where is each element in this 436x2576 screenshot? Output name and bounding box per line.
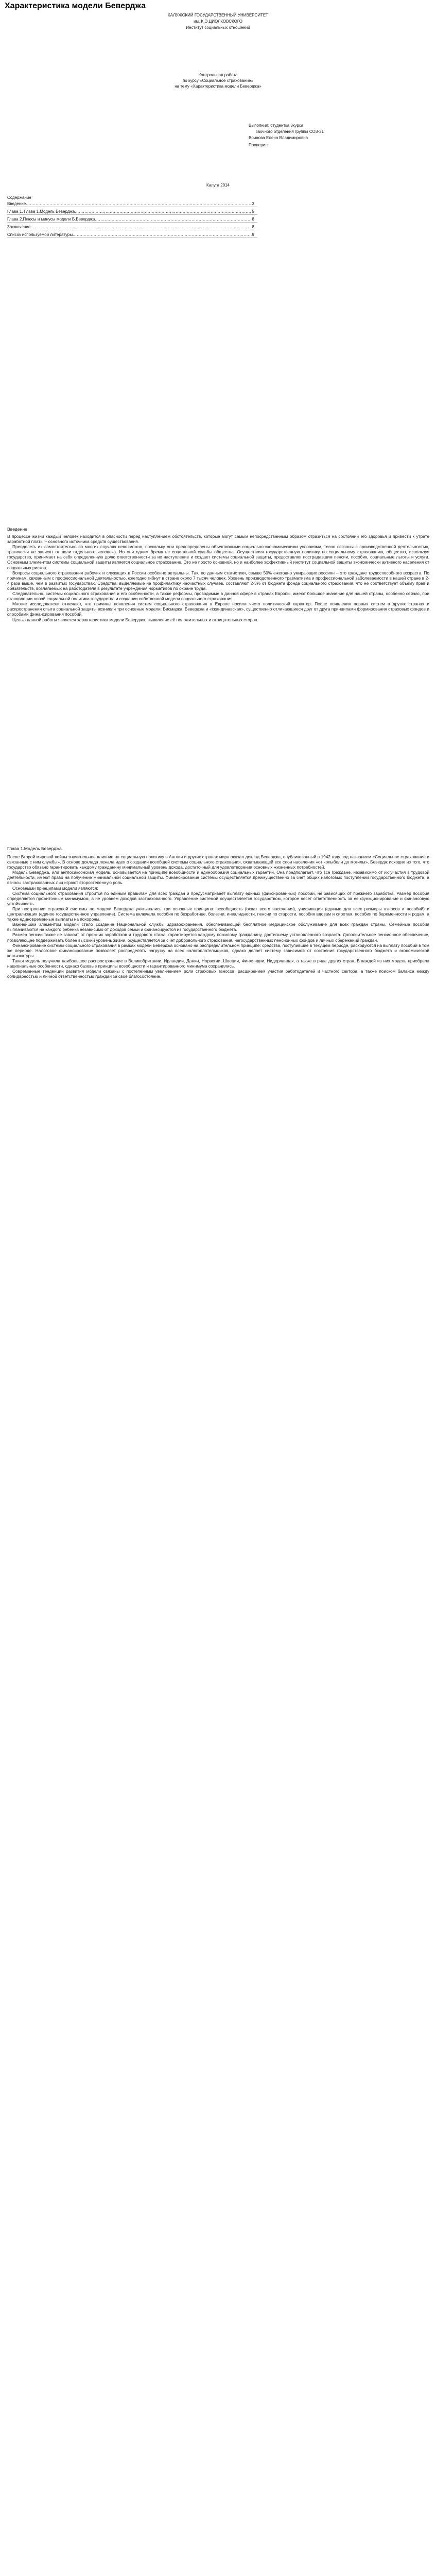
university-name: КАЛУЖСКИЙ ГОСУДАРСТВЕННЫЙ УНИВЕРСИТЕТ bbox=[167, 13, 269, 18]
toc-item[interactable] bbox=[7, 209, 254, 214]
toc-item[interactable] bbox=[7, 232, 254, 238]
paragraph: Многие исследователи отмечают, что причины появления систем социального страхования в Европе носили чисто политический характер. После появления первых систем в других странах и распространения опыта социальной защиты возникли три основные модели: Бисмарка, Беверджа и «скандинавская», существенно отличающиеся друг от друга принципами формирования страховых фондов и способами финансирования пособий. bbox=[7, 601, 429, 617]
institute-name: Институт социальных отношений bbox=[186, 25, 250, 30]
paragraph: Размер пенсии также не зависит от прежних заработков и трудового стажа, гарантируется каждому пожилому гражданину, достигшему установленного возраста. Дополнительное пенсионное обеспечение, позволяющее поддерживать более высокий уровень жизни, осуществляется за счет добровольного страхования, негосударственных пенсионных фондов и личных сбережений граждан. bbox=[7, 932, 429, 943]
author-group: заочного отделения группы СОЗ-31 bbox=[256, 129, 324, 134]
paragraph: Модель Беверджа, или англосаксонская модель, основывается на принципе всеобщности и единообразия социальных гарантий. Она предполагает, что все граждане, независимо от их участия в трудовой деятельности, имеют право на получение минимальной социальной защиты. Финансирование системы осуществляется преимущественно за счет общих налоговых поступлений государственного бюджета, а взносы застрахованных лиц играют второстепенную роль. bbox=[7, 870, 429, 886]
toc-item-page: 9 bbox=[252, 232, 254, 237]
paragraph: Преодолеть их самостоятельно во многих случаях невозможно, поскольку они предопределены объективными социально-экономическими условиями, тесно связаны с производственной деятельностью, трагически не зависят от воли отдельного человека. Но они одним бремя не социальной судьбы общества. Осуществляя государственную политику по социальному страхованию, общество, используя государство, принимает на себя определенную долю ответственности за их наступление и создает системы социальной защиты, предоставляя пострадавшим пенсии, пособия, социальные льготы и услуги. Основным элементом системы социальной защиты является социальное страхование. Это не просто основной, но и наиболее эффективный институт социальной защиты экономически активного населения от социальных рисков. bbox=[7, 544, 429, 570]
work-type: Контрольная работа bbox=[198, 73, 238, 77]
paragraph: В процессе жизни каждый человек находится в опасности перед наступлением обстоятельств, которые могут самым непосредственным образом отразиться на состоянии его здоровья и привести к утрате заработной платы – основного источника средств существования. bbox=[7, 534, 429, 545]
toc-item[interactable] bbox=[7, 216, 254, 222]
checked-by: Проверил: bbox=[249, 143, 269, 147]
paragraph: При построении страховой системы по модели Беверджа учитывались три основных принципа: всеобщность (охват всего населения), унификация (единые для всех размеры взносов и пособий) и централизация (единое государственное управление). Система включала пособия по безработице, болезни, инвалидности, пенсии по старости, пособия вдовам и сиротам, пособия по беременности и родам, а также единовременные выплаты на похороны. bbox=[7, 906, 429, 922]
intro-heading: Введение bbox=[7, 527, 27, 532]
paragraph: Такая модель получила наибольшее распространение в Великобритании, Ирландии, Дании, Норвегии, Швеции, Финляндии, Нидерландах, а также в ряде других стран. В каждой из них модель приобрела национальные особенности, однако базовые принципы всеобщности и гарантированного минимума сохранились. bbox=[7, 958, 429, 969]
toc-item-page: 8 bbox=[252, 217, 254, 222]
work-course: по курсу «Социальное страхование» bbox=[182, 78, 254, 83]
paragraph: Вопросы социального страхования рабочих и служащих в России особенно актуальны. Так, по данным статистики, свыше 50% ежегодно умирающих россиян – это граждане трудоспособного возраста. По причинам, связанным с профессиональной деятельностью, ежегодно гибнут в стране около 7 тысяч человек. Уровень производственного травматизма и профессиональной заболеваемости в нашей стране в 2-4 раза выше, чем в развитых государствах. Средства, выделяемые на профилактику несчастных случаев, составляют 2-3% от бюджета фонда социального страхования, что не соответствует объёму прав и обязательств, возлагаемых на работодателя в результате учреждения нормативов по охране труда. bbox=[7, 570, 429, 591]
paragraph: Основными принципами модели являются: bbox=[12, 885, 98, 891]
university-named-after: им. К.Э.ЦИОЛКОВСКОГО bbox=[194, 19, 242, 24]
toc-item[interactable] bbox=[7, 201, 254, 207]
paragraph: Важнейшим элементом модели стало создание Национальной службы здравоохранения, обеспечивающей бесплатное медицинское обслуживание для всех граждан страны. Семейные пособия выплачиваются на каждого ребенка независимо от доходов семьи и финансируются из государственного бюджета. bbox=[7, 922, 429, 933]
toc-item-page: 3 bbox=[252, 201, 254, 206]
paragraph: Система социального страхования строится по единым правилам для всех граждан и предусматривает выплату единых (фиксированных) пособий, не зависящих от прежнего заработка. Размер пособия определяется прожиточным минимумом, а не уровнем доходов застрахованного. Управление системой осуществляется государством, которое несет ответственность за ее функционирование и финансовую устойчивость. bbox=[7, 890, 429, 906]
chapter1-heading: Глава 1.Модель Беверджа. bbox=[7, 846, 63, 851]
toc-item-page: 8 bbox=[252, 225, 254, 229]
city-year: Калуга 2014 bbox=[206, 183, 230, 188]
toc-item-label: Список используемой литературы bbox=[7, 232, 73, 237]
toc-item-label: Введение bbox=[7, 201, 26, 206]
toc-item[interactable] bbox=[7, 224, 254, 230]
toc-item-page: 5 bbox=[252, 209, 254, 214]
toc-heading: Содержание bbox=[7, 195, 31, 200]
toc-item-label: Заключение bbox=[7, 225, 31, 229]
page-title: Характеристика модели Беверджа bbox=[5, 2, 146, 10]
paragraph: Современные тенденции развития модели связаны с постепенным увеличением роли страховых взносов, расширением участия работодателей и частного сектора, а также поиском баланса между солидарностью и личной ответственностью граждан за свое благосостояние. bbox=[7, 969, 429, 979]
paragraph: Финансирование системы социального страхования в рамках модели Беверджа основано на распределительном принципе: средства, поступившие в текущем периоде, расходуются на выплату пособий в том же периоде. Налоговое финансирование позволяет распределять нагрузку на всех налогоплательщиков, однако делает систему зависимой от состояния государственного бюджета и экономической конъюнктуры. bbox=[7, 942, 429, 958]
intro-body bbox=[7, 534, 429, 622]
paragraph: После Второй мировой войны значительное влияние на социальную политику в Англии и других странах мира оказал доклад Беверджа, опубликованный в 1942 году под названием «Социальное страхование и связанные с ним службы». В основе доклада лежала идея о создании всеобщей системы социального страхования, охватывающей все слои населения «от колыбели до могилы». Бевердж исходил из того, что государство обязано гарантировать каждому гражданину минимальный уровень дохода, достаточный для удовлетворения основных жизненных потребностей. bbox=[7, 854, 429, 870]
author-name: Воинова Елена Владимировна bbox=[249, 135, 308, 140]
author-student: Выполнил: студентка 3курса bbox=[249, 123, 304, 128]
paragraph: Следовательно, системы социального страхования и его особенности, а также реформы, проводимые в данной сфере в странах Европы, имеют большое значение для нашей страны, особенно сейчас, при становлении новой социальной политики государства и создании собственной модели социального страхования. bbox=[7, 591, 429, 602]
work-topic: на тему «Характеристика модели Беверджа» bbox=[175, 84, 261, 89]
toc-item-label: Глава 1. Глава 1.Модель Беверджа bbox=[7, 209, 75, 214]
chapter1-body bbox=[7, 854, 429, 979]
toc-item-label: Глава 2.Плюсы и минусы модели Б.Беверджа bbox=[7, 217, 95, 222]
paragraph: Целью данной работы является характеристика модели Беверджа, выявление её положительных и отрицательных сторон. bbox=[12, 617, 258, 622]
